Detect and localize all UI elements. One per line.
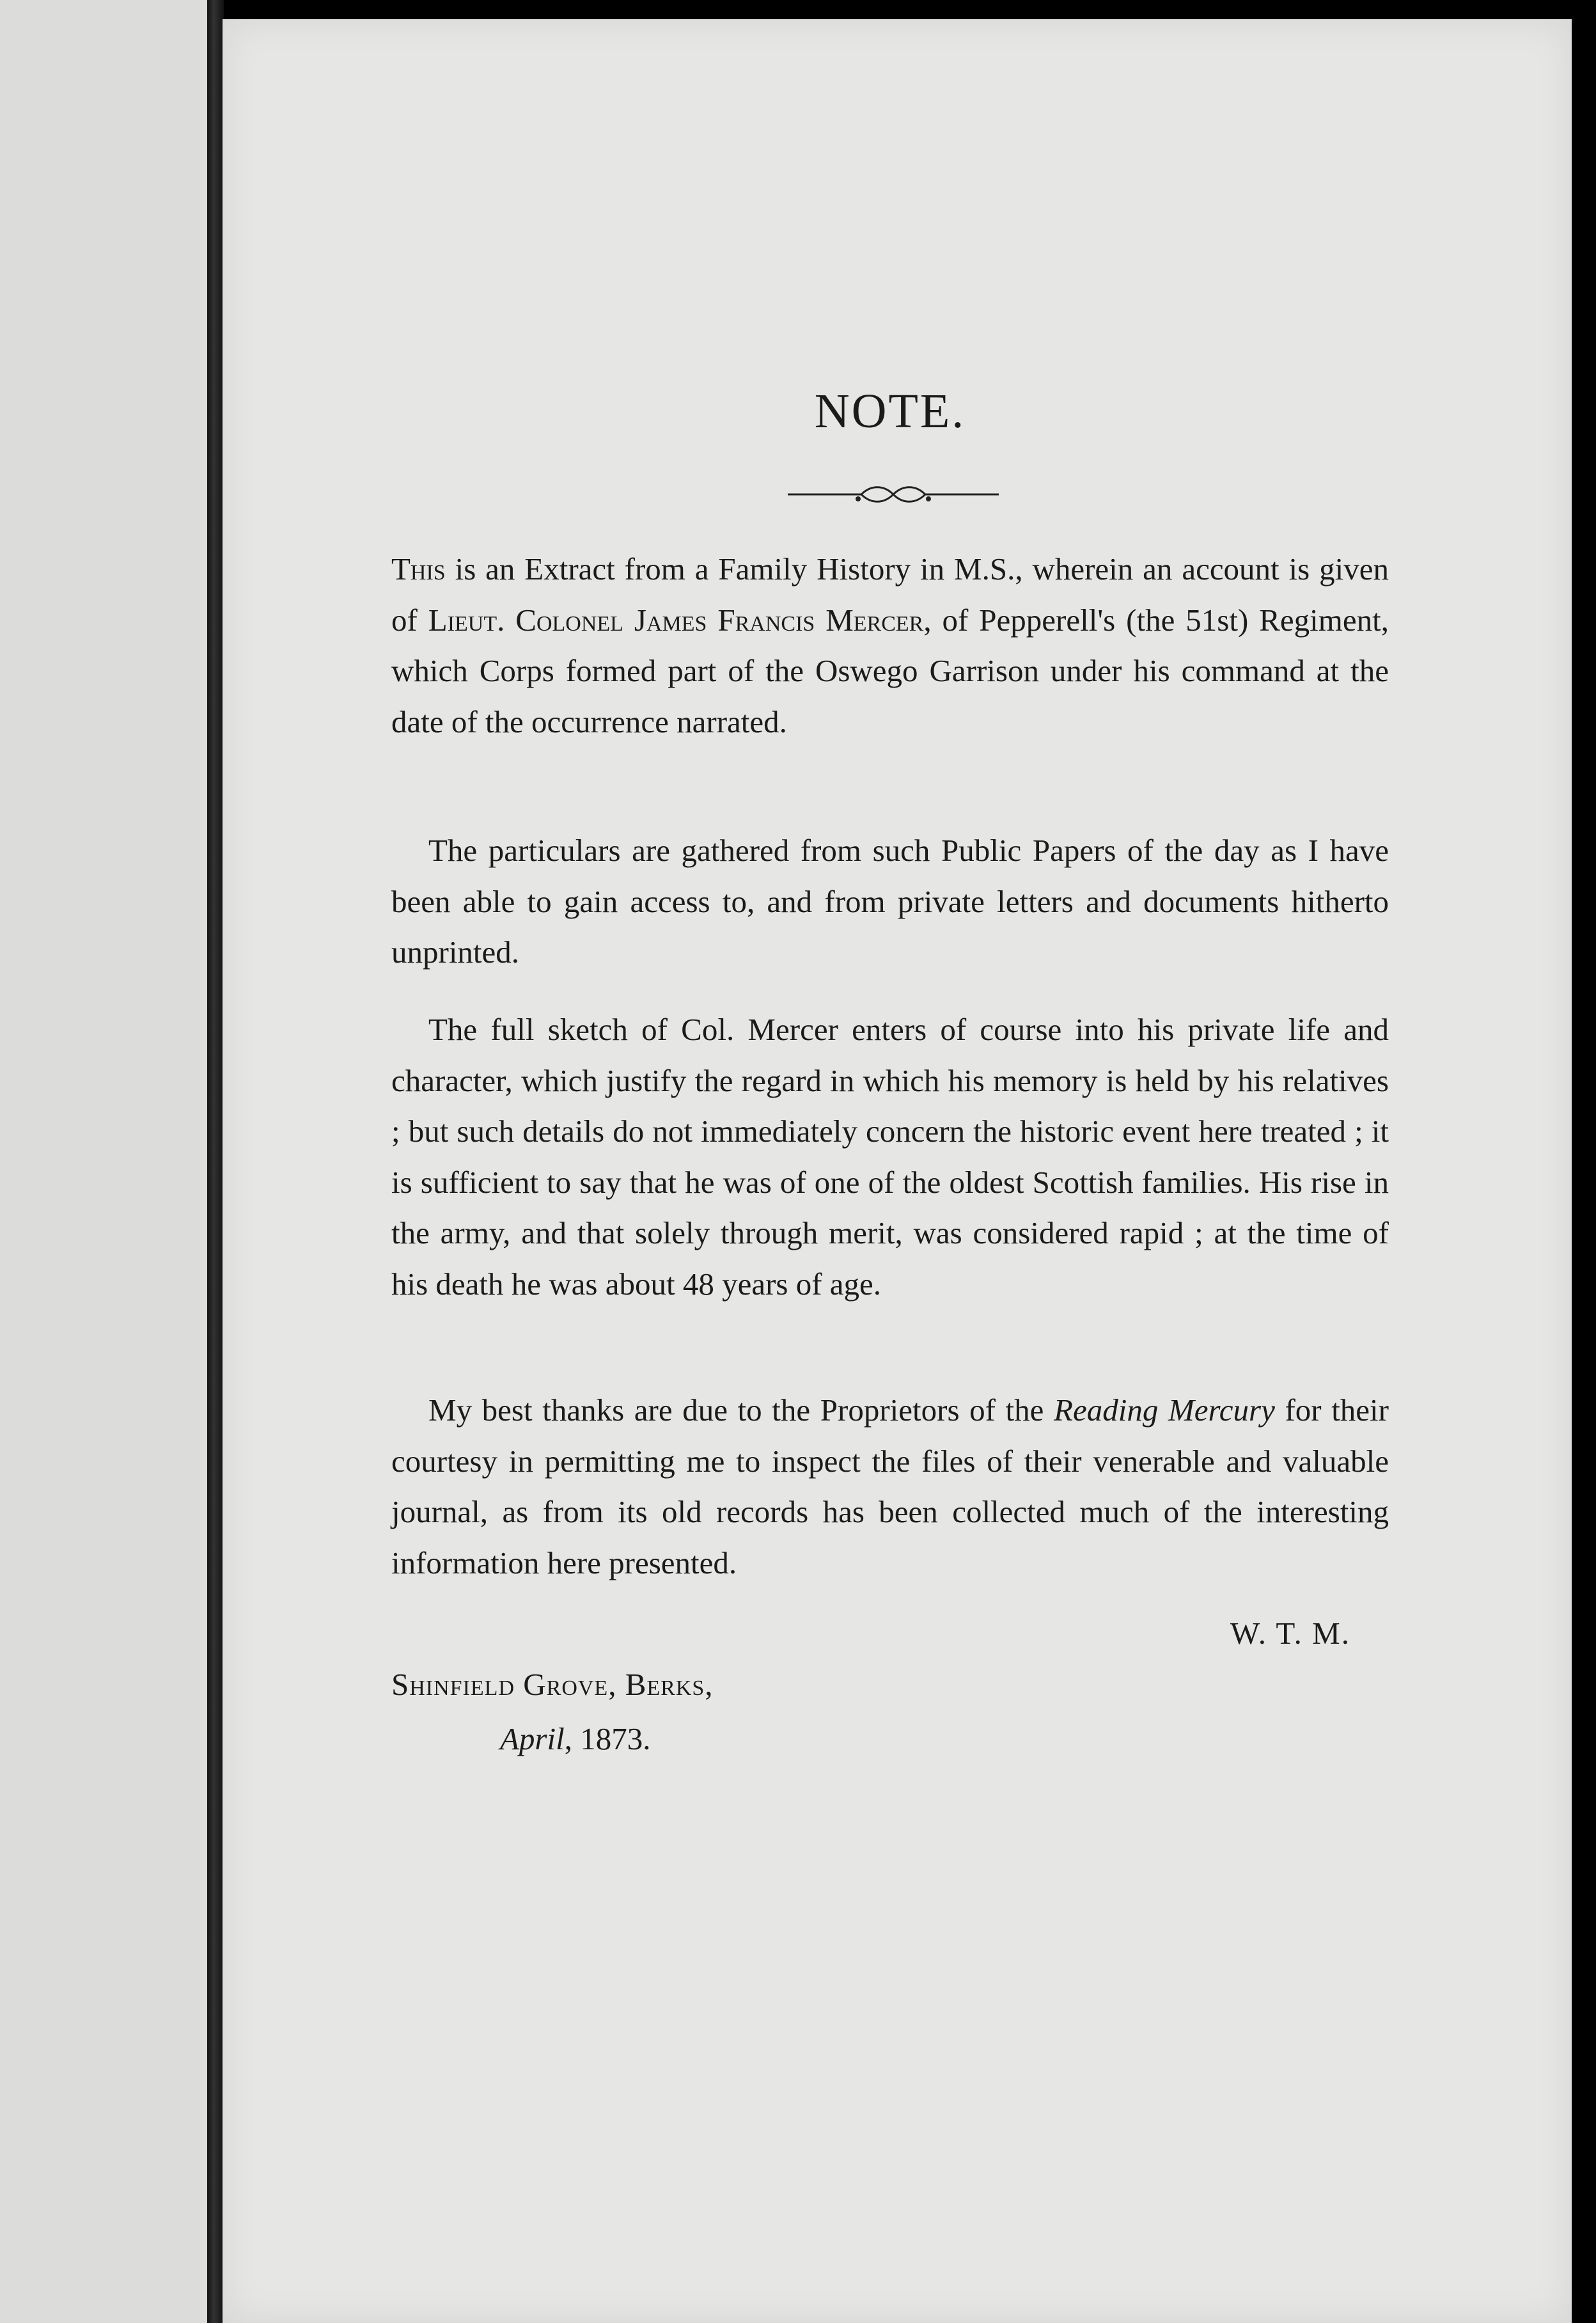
paragraph-thanks bbox=[391, 1385, 1389, 1588]
paragraph-intro-text-a: is an Extract from a Family History in M.S., wherein an account is given of bbox=[391, 551, 1389, 638]
place-line: Shinfield Grove, Berks, bbox=[391, 1667, 714, 1702]
paragraph-thanks-text-b: for their courtesy in permitting me to inspect the files of their venerable and valuable journal, as from its old records has been collected much of the interesting information here presented. bbox=[391, 1392, 1389, 1580]
date-line bbox=[500, 1721, 650, 1757]
page-edge-right bbox=[1572, 0, 1596, 2323]
page-margin-left bbox=[0, 0, 223, 2323]
date-year: , 1873. bbox=[564, 1721, 651, 1756]
page-title: NOTE. bbox=[814, 384, 966, 438]
ornament-divider-icon bbox=[788, 478, 999, 510]
lead-word: This bbox=[391, 551, 446, 587]
paragraph-biography: The full sketch of Col. Mercer enters of course into his private life and character, which justify the regard in which his memory is held by his relatives ; but such details do not immediately concern the historic event here treated ; it is sufficient to say that he was of one of the oldest Scottish families. His rise in the army, and that solely through merit, was considered rapid ; at the time of his death he was about 48 years of age. bbox=[391, 1012, 1389, 1302]
date-month: April bbox=[500, 1721, 565, 1756]
newspaper-name: Reading Mercury bbox=[1054, 1392, 1275, 1428]
paragraph-sources: The particulars are gathered from such Public Papers of the day as I have been able to gain access to, and from private letters and documents hitherto unprinted. bbox=[391, 833, 1389, 970]
paragraph-thanks-text-a: My best thanks are due to the Proprietors of the bbox=[428, 1392, 1054, 1428]
paragraph-intro-text-b: , of Pepperell's (the 51st) Regiment, which Corps formed part of the Oswego Garrison under his command at the date of the occurrence narrated. bbox=[391, 602, 1389, 739]
binding-spine bbox=[207, 0, 224, 2323]
paragraph-intro bbox=[391, 544, 1389, 747]
signature-initials: W. T. M. bbox=[1230, 1616, 1350, 1651]
person-name: Lieut. Colonel James Francis Mercer bbox=[428, 602, 924, 638]
